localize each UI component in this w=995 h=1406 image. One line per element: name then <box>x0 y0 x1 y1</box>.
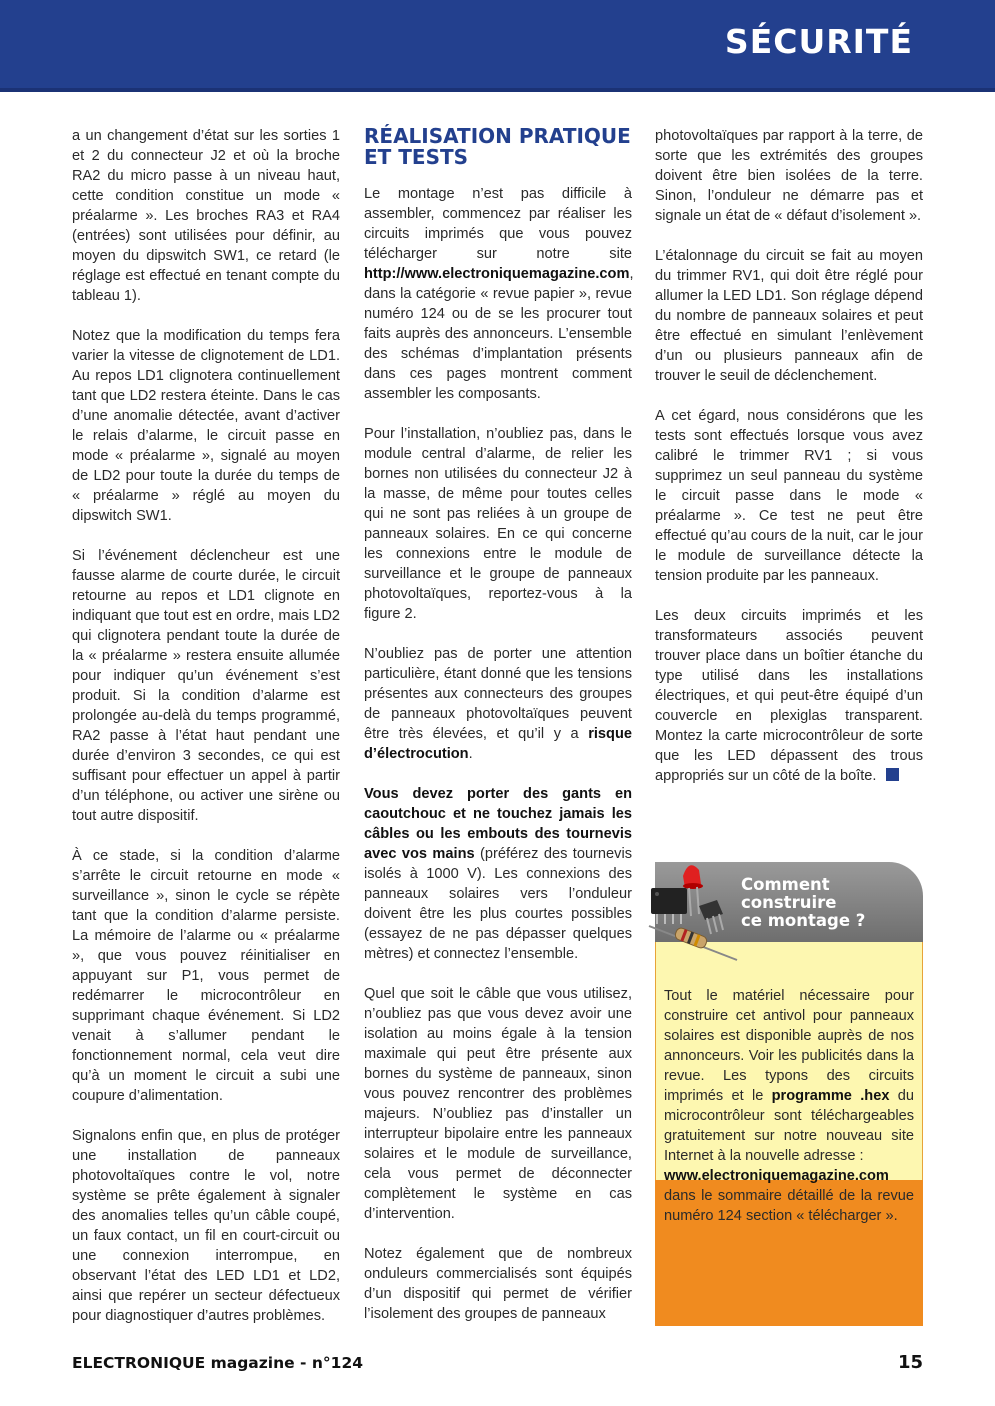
paragraph: Pour l’installation, n’oubliez pas, dans le module central d’alarme, de relier les bornes non utilisées du connecteur J2 à la masse, de même pour toutes celles qui ne sont pas reliées à un groupe de panneaux solaires. En ce qui concerne les connexions entre le module de surveillance et le groupe de panneaux photovoltaïques, reportez-vous à la figure 2. <box>364 426 632 622</box>
sidebar-text-part: dans le sommaire détaillé de la revue numéro 124 section « télécharger ». <box>664 1188 914 1224</box>
electronic-components-icon <box>641 856 741 966</box>
transistor-icon <box>699 900 723 934</box>
warning-text: Vous devez porter des gants en caoutchouc et ne touchez jamais les câbles ou les embouts des tournevis avec vos mains <box>364 786 632 862</box>
paragraph: Notez également que de nombreux onduleurs commercialisés sont équipés d’un dispositif qui permet de vérifier l’isolement des groupes de panneaux <box>364 1246 632 1322</box>
resistor-icon <box>649 926 737 960</box>
paragraph <box>364 644 632 764</box>
sidebar-text-part: Tout le matériel nécessaire pour construire cet antivol pour panneaux solaires est disponible auprès de nos annonceurs. Voir les publicités dans la revue. Les typons des circuits imprimés et le <box>664 988 914 1104</box>
website-link: www.electroniquemagazine.com <box>664 1168 889 1184</box>
paragraph <box>364 184 632 404</box>
paragraph-text: (préférez des tournevis isolés à 1000 V). Les connexions des panneaux solaires vers l’onduleur doivent être les plus courtes possibles (essayez de ne pas dépasser quelques mètres) et connectez l’ensemble. <box>364 846 632 962</box>
section-title: SÉCURITÉ <box>724 22 913 61</box>
paragraph: Si l’événement déclencheur est une fausse alarme de courte durée, le circuit retourne au repos et LD1 clignote en indiquant que tout est en ordre, mais LD2 qui clignotera pendant toute la durée de la « préalarme » restera ensuite allumée pour indiquer qu’un événement s’est produit. Si la condition d’alarme est prolongée au-delà du temps programmé, RA2 passe à l’état haut pendant une durée d’environ 3 secondes, ce qui est suffisant pour effectuer un appel à partir d’un téléphone, ou activer une sirène ou tout autre dispositif. <box>72 548 340 824</box>
paragraph: Quel que soit le câble que vous utilisez, n’oubliez pas que vous devez avoir une isolation au moins égale à la tension maximale qui peut être présente aux bornes du système de panneaux, sinon vous pouvez rencontrer des problèmes majeurs. N’oubliez pas d’installer un interrupteur bipolaire entre les panneaux solaires et le module de surveillance, cela vous permet de déconnecter complètement le système en cas d’intervention. <box>364 986 632 1222</box>
column-3 <box>655 126 923 806</box>
paragraph-text: Les deux circuits imprimés et les transformateurs associés peuvent trouver place dans un boîtier étanche du type utilisé dans les installations électriques, et qui peut-être équipé d’un couvercle en plexiglas transparent. Montez la carte microcontrôleur de sorte que les LED dépassent des trous appropriés sur un côté de la boîte. <box>655 608 923 784</box>
sidebar-title <box>741 876 911 930</box>
paragraph: a un changement d’état sur les sorties 1 et 2 du connecteur J2 et où la broche RA2 du micro passe à un niveau haut, cette condition constitue un mode « préalarme ». Les broches RA3 et RA4 (entrées) sont utilisées pour définir, au moyen du dipswitch SW1, ce retard (le réglage est effectué en tenant compte du tableau 1). <box>72 128 340 304</box>
paragraph: photovoltaïques par rapport à la terre, de sorte que les extrémités des groupes doivent être bien isolées de la terre. Sinon, l’onduleur ne démarre pas et signale un état de « défaut d’isolement ». <box>655 128 923 224</box>
chip-icon <box>651 888 687 924</box>
paragraph-text: Le montage n’est pas difficile à assembler, commencez par réaliser les circuits imprimés que vous pouvez télécharger sur notre site <box>364 186 632 262</box>
sidebar-title-line: ce montage ? <box>741 911 866 930</box>
paragraph: A cet égard, nous considérons que les tests sont effectués lorsque vous avez calibré le trimmer RV1 ; si vous supprimez un seul panneau du système le circuit passe dans le mode « préalarme ». Ce test ne peut être effectué qu’au cours de la nuit, car le jour le module de surveillance détecte la tension produite par les panneaux. <box>655 408 923 584</box>
warning-text: risque d’électrocution <box>364 726 632 762</box>
header-bar <box>0 0 995 92</box>
paragraph-text: , dans la catégorie « revue papier », revue numéro 124 ou de se les procurer tout faits auprès des annonceurs. L’ensemble des schémas d’implantation présents dans ces pages montrent comment assembler les composants. <box>364 266 634 402</box>
program-hex-label: programme .hex <box>771 1088 890 1104</box>
paragraph-text: . <box>468 746 473 762</box>
footer-magazine-name: ELECTRONIQUE magazine - n°124 <box>72 1354 364 1372</box>
sidebar-title-line: construire <box>741 893 837 912</box>
sidebar-text <box>664 986 914 1226</box>
sidebar-text-part: du microcontrôleur sont téléchargeables gratuitement sur notre nouveau site Internet à la nouvelle adresse : <box>664 1088 914 1164</box>
paragraph: L’étalonnage du circuit se fait au moyen du trimmer RV1, qui doit être réglé pour allumer la LED LD1. Son réglage dépend du nombre de panneaux solaires et peut être effectué en simulant l’enlèvement d’un ou plusieurs panneaux afin de trouver le seuil de déclenchement. <box>655 248 923 384</box>
paragraph: Signalons enfin que, en plus de protéger une installation de panneaux photovoltaïques contre le vol, notre système se prête également à signaler des anomalies telles qu’un câble coupé, un faux contact, un fil en court-circuit ou une connexion interrompue, en observant l’état des LED LD1 et LD2, ainsi que repérer un secteur défectueux pour diagnostiquer d’autres problèmes. <box>72 1128 340 1324</box>
paragraph <box>655 606 923 786</box>
sidebar-box <box>655 862 923 1326</box>
website-link: http://www.electroniquemagazine.com <box>364 266 630 282</box>
page-number: 15 <box>897 1352 923 1373</box>
section-heading: RÉALISATION PRATIQUE ET TESTS <box>364 124 631 169</box>
end-mark-icon <box>886 768 899 781</box>
paragraph-text: N’oubliez pas de porter une attention particulière, étant donné que les tensions présentes aux connecteurs des groupes de panneaux photovoltaïques peuvent être très élevées, et qu’il y a <box>364 646 632 742</box>
sidebar-title-line: Comment <box>741 875 830 894</box>
paragraph: Notez que la modification du temps fera varier la vitesse de clignotement de LD1. Au repos LD1 clignotera continuellement tant que LD2 restera éteinte. Dans le cas d’une anomalie détectée, avant d’activer le relais d’alarme, le circuit passe en mode « préalarme », signalé au moyen de LD2 pour toute la durée du temps de « préalarme » réglé au moyen du dipswitch SW1. <box>72 328 340 524</box>
column-2 <box>364 126 632 1344</box>
paragraph <box>364 784 632 964</box>
paragraph: À ce stade, si la condition d’alarme s’arrête le circuit retourne en mode « surveillance », sinon le cycle se répète tant que la condition d’alarme persiste. La mémoire de l’alarme ou « préalarme », que vous pouvez réinitialiser en appuyant sur P1, vous permet de redémarrer le microcontrôleur en supprimant chaque événement. Si LD2 venait à s’allumer pendant le fonctionnement normal, cela veut dire qu’à un moment le circuit a subi une coupure d’alimentation. <box>72 848 340 1104</box>
column-1 <box>72 126 340 1346</box>
